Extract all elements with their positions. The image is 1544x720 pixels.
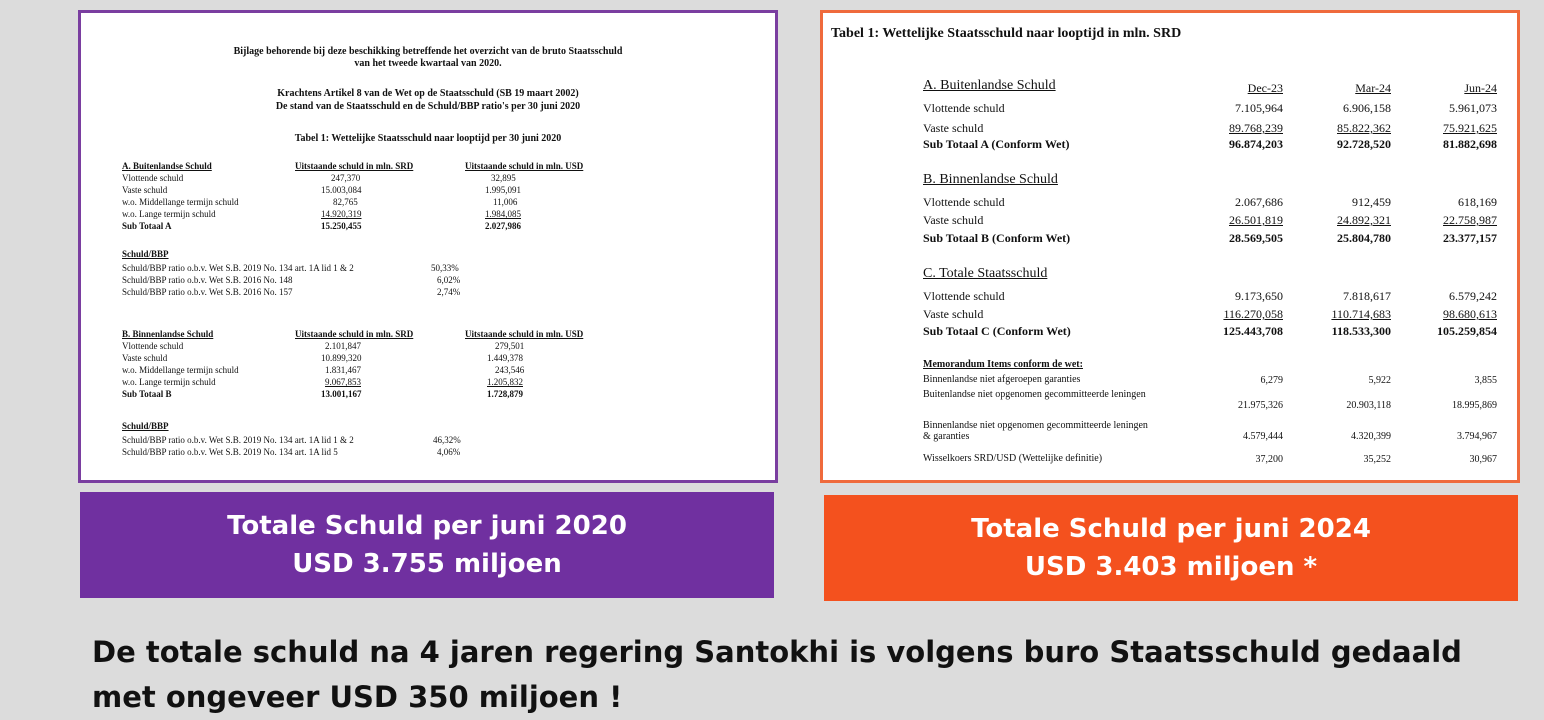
ratio-label: Schuld/BBP ratio o.b.v. Wet S.B. 2019 No. 134 art. 1A lid 5 xyxy=(122,447,338,457)
ratio-value: 50,33% xyxy=(431,263,459,273)
memo-cell: 5,922 xyxy=(1368,375,1391,386)
document-2024 xyxy=(820,10,1520,483)
table-cell: 82,765 xyxy=(333,197,358,207)
intro-line-2: van het tweede kwartaal van 2020. xyxy=(354,58,502,69)
intro-line-1: Bijlage behorende bij deze beschikking betreffende het overzicht van de bruto Staatsschuld xyxy=(233,46,623,57)
section-b-col-srd: Uitstaande schuld in mln. SRD xyxy=(295,329,414,339)
table-row-label: w.o. Lange termijn schuld xyxy=(122,209,216,219)
table-cell: 15.250,455 xyxy=(321,221,362,231)
table-cell: 6.906,158 xyxy=(1343,101,1391,115)
table-row-label: Vaste schuld xyxy=(122,353,168,363)
table-row-label: Vaste schuld xyxy=(122,185,168,195)
table-cell: 6.579,242 xyxy=(1449,289,1497,303)
table-row-label: Vlottende schuld xyxy=(923,195,1005,209)
ratio-a-title: Schuld/BBP xyxy=(122,249,169,259)
table-cell: 10.899,320 xyxy=(321,353,362,363)
table-row-label: Vlottende schuld xyxy=(122,341,184,351)
ratio-label: Schuld/BBP ratio o.b.v. Wet S.B. 2016 No. 157 xyxy=(122,287,293,297)
table-row-label: Vlottende schuld xyxy=(122,173,184,183)
table-cell: 13.001,167 xyxy=(321,389,362,399)
conclusion-text: De totale schuld na 4 jaren regering Santokhi is volgens buro Staatsschuld gedaald met ongeveer USD 350 miljoen ! xyxy=(92,635,1462,714)
table-cell: 26.501,819 xyxy=(1229,213,1283,227)
ratio-label: Schuld/BBP ratio o.b.v. Wet S.B. 2016 No. 148 xyxy=(122,275,293,285)
table-title: Tabel 1: Wettelijke Staatsschuld naar looptijd per 30 juni 2020 xyxy=(294,133,562,144)
table-cell: 32,895 xyxy=(491,173,516,183)
section-c-title: C. Totale Staatsschuld xyxy=(923,266,1048,281)
table-cell: 1.449,378 xyxy=(487,353,523,363)
table-cell: 247,370 xyxy=(331,173,361,183)
memo-row-label: Binnenlandse niet opgenomen gecommitteerde leningen & garanties xyxy=(923,420,1148,442)
table-cell: 2.101,847 xyxy=(325,341,361,351)
section-a-col-usd: Uitstaande schuld in mln. USD xyxy=(465,161,584,171)
table-row-label: w.o. Middellange termijn schuld xyxy=(122,197,239,207)
table-row-label: w.o. Lange termijn schuld xyxy=(122,377,216,387)
table-cell: 9.067,853 xyxy=(325,377,361,387)
memo-cell: 35,252 xyxy=(1363,454,1391,465)
memo-row-label: Wisselkoers SRD/USD (Wettelijke definitie) xyxy=(923,453,1103,464)
table-cell: 1.728,879 xyxy=(487,389,523,399)
table-cell: 75.921,625 xyxy=(1443,121,1497,135)
section-b-col-usd: Uitstaande schuld in mln. USD xyxy=(465,329,584,339)
table-cell: 105.259,854 xyxy=(1437,324,1497,338)
table-cell: 11,006 xyxy=(493,197,518,207)
table-cell: 118.533,300 xyxy=(1331,324,1391,338)
table-cell: 81.882,698 xyxy=(1443,137,1497,151)
memo-title: Memorandum Items conform de wet: xyxy=(923,359,1083,370)
ratio-value: 4,06% xyxy=(437,447,461,457)
table-title: Tabel 1: Wettelijke Staatsschuld naar looptijd in mln. SRD xyxy=(831,26,1182,41)
banner-amount: USD 3.403 miljoen * xyxy=(1024,552,1318,582)
table-cell: 912,459 xyxy=(1352,195,1391,209)
table-cell: 1.984,085 xyxy=(485,209,521,219)
table-cell: 22.758,987 xyxy=(1443,213,1497,227)
memo-cell: 20.903,118 xyxy=(1346,400,1391,411)
banner-amount: USD 3.755 miljoen xyxy=(292,549,562,579)
memo-cell: 3,855 xyxy=(1474,375,1497,386)
table-cell: 15.003,084 xyxy=(321,185,362,195)
memo-cell: 37,200 xyxy=(1255,454,1283,465)
table-cell: 85.822,362 xyxy=(1337,121,1391,135)
ratio-b-title: Schuld/BBP xyxy=(122,421,169,431)
column-header-dec-23: Dec-23 xyxy=(1247,81,1283,95)
heading-line-1: Krachtens Artikel 8 van de Wet op de Staatsschuld (SB 19 maart 2002) xyxy=(277,88,579,99)
memo-row-label: Buitenlandse niet opgenomen gecommitteerde leningen xyxy=(923,389,1146,400)
table-row-label: Sub Totaal C (Conform Wet) xyxy=(923,324,1071,338)
ratio-value: 46,32% xyxy=(433,435,461,445)
section-b-title: B. Binnenlandse Schuld xyxy=(122,329,214,339)
table-cell: 1.995,091 xyxy=(485,185,521,195)
table-row-label: Sub Totaal A xyxy=(122,221,172,231)
table-cell: 243,546 xyxy=(495,365,525,375)
column-header-mar-24: Mar-24 xyxy=(1355,81,1391,95)
memo-cell: 18.995,869 xyxy=(1452,400,1497,411)
section-b-title: B. Binnenlandse Schuld xyxy=(923,172,1058,187)
table-cell: 279,501 xyxy=(495,341,525,351)
section-a-col-srd: Uitstaande schuld in mln. SRD xyxy=(295,161,414,171)
table-cell: 9.173,650 xyxy=(1235,289,1283,303)
table-row-label: Sub Totaal A (Conform Wet) xyxy=(923,137,1070,151)
table-row-label: Vlottende schuld xyxy=(923,289,1005,303)
memo-cell: 6,279 xyxy=(1260,375,1283,386)
banner-title: Totale Schuld per juni 2020 xyxy=(227,511,627,541)
memo-cell: 4.320,399 xyxy=(1351,431,1391,442)
memo-cell: 4.579,444 xyxy=(1243,431,1283,442)
table-cell: 24.892,321 xyxy=(1337,213,1391,227)
ratio-value: 6,02% xyxy=(437,275,461,285)
table-row-label: w.o. Middellange termijn schuld xyxy=(122,365,239,375)
table-row-label: Vlottende schuld xyxy=(923,101,1005,115)
table-cell: 14.920,319 xyxy=(321,209,362,219)
memo-cell: 3.794,967 xyxy=(1457,431,1497,442)
ratio-value: 2,74% xyxy=(437,287,461,297)
table-cell: 98.680,613 xyxy=(1443,307,1497,321)
total-debt-2024-banner xyxy=(824,495,1518,601)
table-cell: 1.831,467 xyxy=(325,365,361,375)
table-cell: 96.874,203 xyxy=(1229,137,1283,151)
table-row-label: Vaste schuld xyxy=(923,213,984,227)
table-row-label: Sub Totaal B (Conform Wet) xyxy=(923,231,1071,245)
table-cell: 7.105,964 xyxy=(1235,101,1283,115)
table-row-label: Sub Totaal B xyxy=(122,389,172,399)
table-cell: 23.377,157 xyxy=(1443,231,1497,245)
table-row-label: Vaste schuld xyxy=(923,121,984,135)
column-header-jun-24: Jun-24 xyxy=(1464,81,1497,95)
total-debt-2020-banner xyxy=(80,492,774,598)
banner-title: Totale Schuld per juni 2024 xyxy=(971,514,1371,544)
table-cell: 2.027,986 xyxy=(485,221,521,231)
table-cell: 7.818,617 xyxy=(1343,289,1391,303)
table-cell: 2.067,686 xyxy=(1235,195,1283,209)
table-cell: 5.961,073 xyxy=(1449,101,1497,115)
table-cell: 125.443,708 xyxy=(1223,324,1283,338)
table-cell: 89.768,239 xyxy=(1229,121,1283,135)
memo-row-label: Binnenlandse niet afgeroepen garanties xyxy=(923,374,1081,385)
table-cell: 116.270,058 xyxy=(1223,307,1283,321)
ratio-label: Schuld/BBP ratio o.b.v. Wet S.B. 2019 No. 134 art. 1A lid 1 & 2 xyxy=(122,263,354,273)
table-cell: 1.205,832 xyxy=(487,377,523,387)
heading-line-2: De stand van de Staatsschuld en de Schuld/BBP ratio's per 30 juni 2020 xyxy=(275,101,581,112)
section-a-title: A. Buitenlandse Schuld xyxy=(122,161,212,171)
table-cell: 110.714,683 xyxy=(1331,307,1391,321)
ratio-label: Schuld/BBP ratio o.b.v. Wet S.B. 2019 No. 134 art. 1A lid 1 & 2 xyxy=(122,435,354,445)
table-cell: 92.728,520 xyxy=(1337,137,1391,151)
table-cell: 25.804,780 xyxy=(1337,231,1391,245)
document-2020 xyxy=(78,10,778,483)
section-a-title: A. Buitenlandse Schuld xyxy=(923,78,1056,93)
table-cell: 618,169 xyxy=(1458,195,1497,209)
table-row-label: Vaste schuld xyxy=(923,307,984,321)
table-cell: 28.569,505 xyxy=(1229,231,1283,245)
memo-cell: 21.975,326 xyxy=(1238,400,1283,411)
memo-cell: 30,967 xyxy=(1469,454,1497,465)
